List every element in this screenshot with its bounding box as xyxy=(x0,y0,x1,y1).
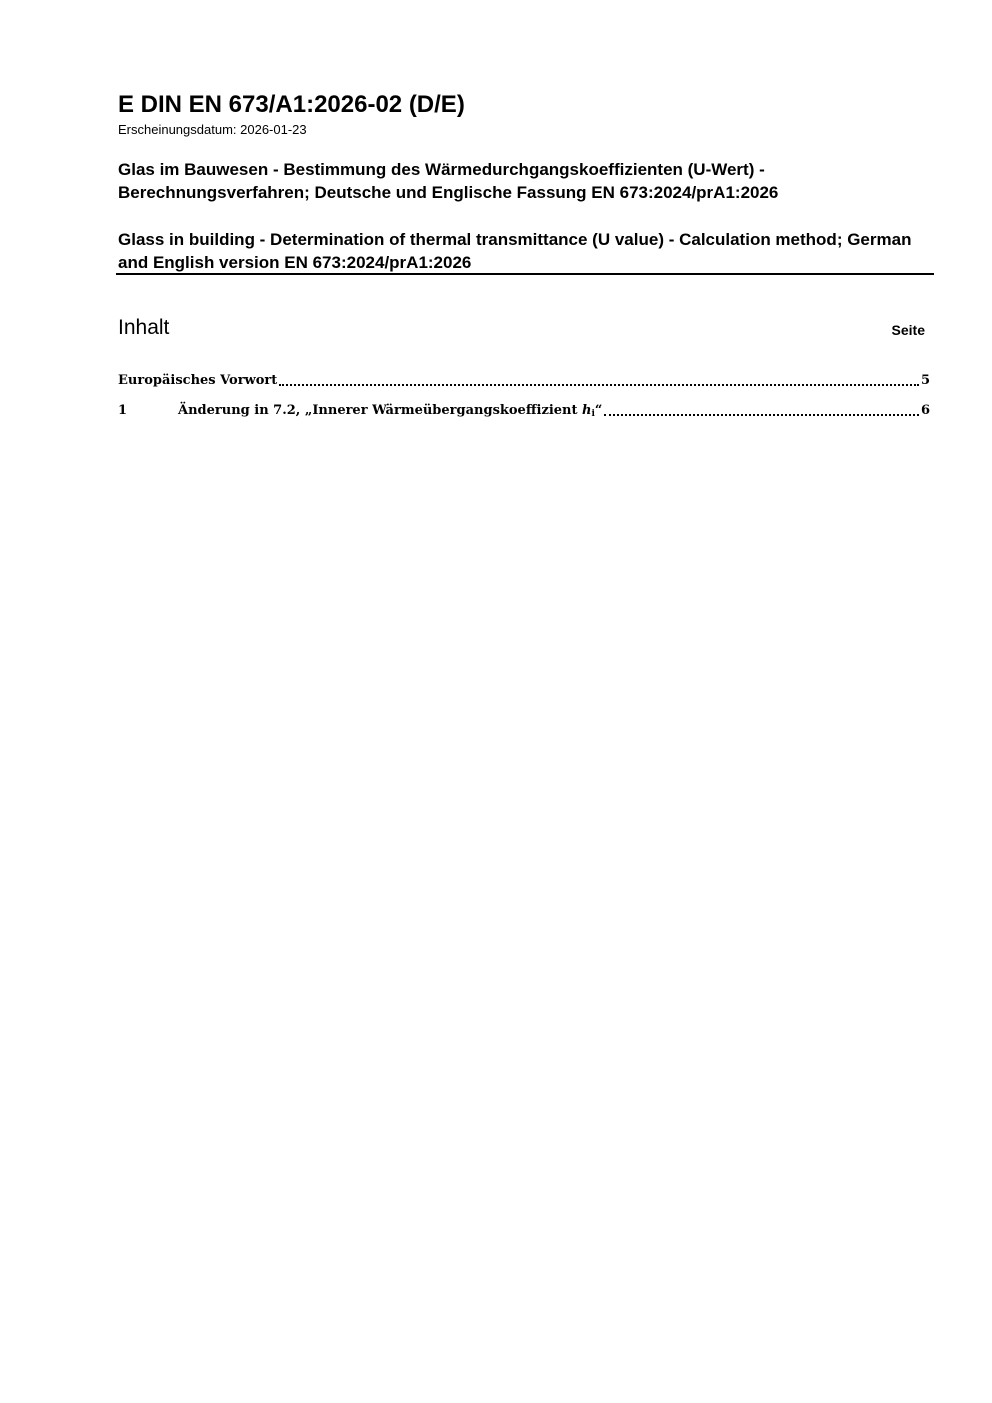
toc-dot-leader xyxy=(279,384,919,386)
toc-entry-foreword[interactable] xyxy=(118,371,930,391)
math-variable: h xyxy=(582,403,592,418)
title-english: Glass in building - Determination of thermal transmittance (U value) - Calculation method; German and English version EN 673:2024/prA1:2026 xyxy=(118,230,912,272)
toc-entry-text-main: Änderung in 7.2, „Innerer Wärmeübergangskoeffizient xyxy=(178,403,583,418)
toc-entry-text: Europäisches Vorwort xyxy=(118,373,278,388)
toc-entry-page: 5 xyxy=(920,373,930,388)
toc-entry-section-1[interactable] xyxy=(118,401,930,421)
toc-entry-number: 1 xyxy=(118,403,128,418)
math-subscript: i xyxy=(591,409,595,419)
toc-dot-leader xyxy=(604,414,919,416)
toc-entry-page: 6 xyxy=(920,403,930,418)
document-id: E DIN EN 673/A1:2026-02 (D/E) xyxy=(118,91,465,118)
toc-heading: Inhalt xyxy=(118,316,170,339)
title-german: Glas im Bauwesen - Bestimmung des Wärmedurchgangskoeffizienten (U-Wert) - Berechnungsverfahren; Deutsche und Englische Fassung EN 673:2024/prA1:2026 xyxy=(118,160,779,202)
publication-date: Erscheinungsdatum: 2026-01-23 xyxy=(118,122,307,137)
title-divider xyxy=(116,273,934,275)
toc-entry-text-end: “ xyxy=(594,403,603,418)
toc-page-column-label: Seite xyxy=(891,322,925,338)
toc-entry-text xyxy=(178,401,602,424)
